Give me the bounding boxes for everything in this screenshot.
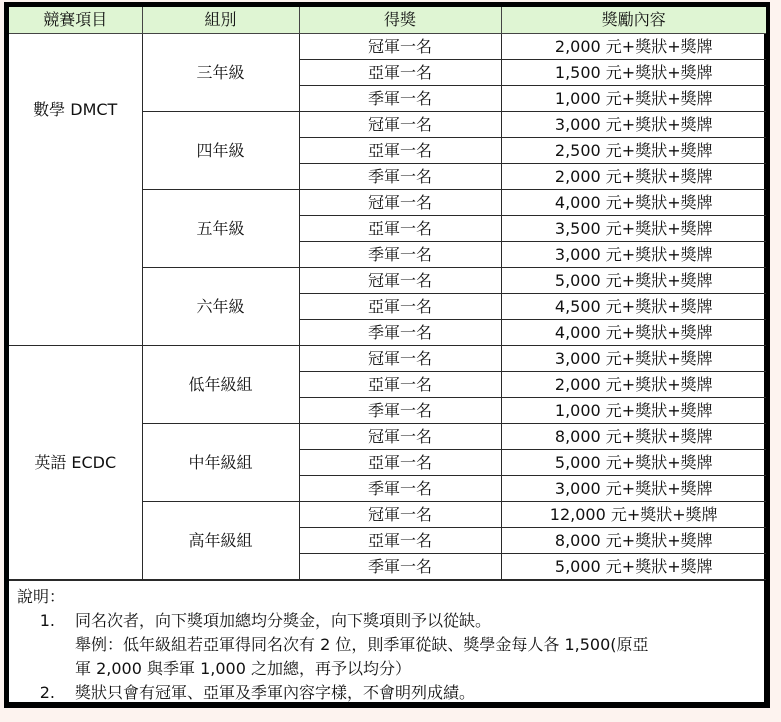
- note-line: 軍 2,000 與季軍 1,000 之加總，再予以均分）: [75, 659, 411, 678]
- award-place-cell: 亞軍一名: [299, 450, 501, 476]
- notes-section: [9, 580, 764, 705]
- reward-cell: 1,000 元+獎狀+獎牌: [501, 398, 766, 424]
- award-place-cell: 冠軍一名: [299, 112, 501, 138]
- subject-cell: [9, 346, 142, 580]
- group-cell: 四年級: [142, 112, 299, 190]
- subject-name: 英語 ECDC: [34, 453, 117, 472]
- award-place-cell: 冠軍一名: [299, 424, 501, 450]
- reward-cell: 1,500 元+獎狀+獎牌: [501, 60, 766, 86]
- notes-title: 說明：: [17, 587, 66, 606]
- award-place-cell: 冠軍一名: [299, 268, 501, 294]
- subject-cell: [9, 34, 142, 346]
- award-table: [9, 7, 766, 580]
- reward-cell: 2,000 元+獎狀+獎牌: [501, 372, 766, 398]
- reward-cell: 2,500 元+獎狀+獎牌: [501, 138, 766, 164]
- header-reward: 獎勵內容: [501, 7, 766, 34]
- reward-cell: 1,000 元+獎狀+獎牌: [501, 86, 766, 112]
- reward-cell: 12,000 元+獎狀+獎牌: [501, 502, 766, 528]
- note-item-2: [17, 681, 764, 705]
- group-cell: 三年級: [142, 34, 299, 112]
- award-place-cell: 亞軍一名: [299, 60, 501, 86]
- reward-cell: 3,000 元+獎狀+獎牌: [501, 112, 766, 138]
- award-place-cell: 亞軍一名: [299, 294, 501, 320]
- award-table-body: [9, 34, 766, 580]
- reward-cell: 5,000 元+獎狀+獎牌: [501, 450, 766, 476]
- award-place-cell: 季軍一名: [299, 86, 501, 112]
- reward-cell: 4,000 元+獎狀+獎牌: [501, 190, 766, 216]
- reward-cell: 3,500 元+獎狀+獎牌: [501, 216, 766, 242]
- reward-cell: 3,000 元+獎狀+獎牌: [501, 476, 766, 502]
- award-place-cell: 亞軍一名: [299, 528, 501, 554]
- group-cell: 六年級: [142, 268, 299, 346]
- table-row: [9, 34, 766, 60]
- group-cell: 中年級組: [142, 424, 299, 502]
- note-number: 2.: [39, 683, 55, 702]
- note-line: 獎狀只會有冠軍、亞軍及季軍內容字樣，不會明列成績。: [75, 683, 476, 702]
- note-body: [75, 609, 764, 681]
- award-place-cell: 冠軍一名: [299, 190, 501, 216]
- group-cell: 低年級組: [142, 346, 299, 424]
- reward-cell: 8,000 元+獎狀+獎牌: [501, 424, 766, 450]
- group-cell: 五年級: [142, 190, 299, 268]
- award-place-cell: 亞軍一名: [299, 216, 501, 242]
- award-place-cell: 季軍一名: [299, 242, 501, 268]
- award-place-cell: 季軍一名: [299, 476, 501, 502]
- award-table-frame: [4, 2, 770, 708]
- note-line: 同名次者，向下獎項加總均分獎金，向下獎項則予以從缺。: [75, 611, 492, 630]
- reward-cell: 2,000 元+獎狀+獎牌: [501, 164, 766, 190]
- award-place-cell: 亞軍一名: [299, 138, 501, 164]
- note-line: 舉例：低年級組若亞軍得同名次有 2 位，則季軍從缺、獎學金每人各 1,500(原亞: [75, 635, 649, 654]
- award-place-cell: 亞軍一名: [299, 372, 501, 398]
- award-place-cell: 冠軍一名: [299, 34, 501, 60]
- award-place-cell: 季軍一名: [299, 398, 501, 424]
- award-place-cell: 季軍一名: [299, 164, 501, 190]
- reward-cell: 4,500 元+獎狀+獎牌: [501, 294, 766, 320]
- note-body: [75, 681, 764, 705]
- award-place-cell: 冠軍一名: [299, 502, 501, 528]
- header-award: 得獎: [299, 7, 501, 34]
- reward-cell: 5,000 元+獎狀+獎牌: [501, 554, 766, 580]
- subject-name: 數學 DMCT: [33, 100, 118, 119]
- award-place-cell: 季軍一名: [299, 320, 501, 346]
- award-place-cell: 季軍一名: [299, 554, 501, 580]
- reward-cell: 3,000 元+獎狀+獎牌: [501, 346, 766, 372]
- table-row: [9, 346, 766, 372]
- reward-cell: 3,000 元+獎狀+獎牌: [501, 242, 766, 268]
- reward-cell: 5,000 元+獎狀+獎牌: [501, 268, 766, 294]
- reward-cell: 2,000 元+獎狀+獎牌: [501, 34, 766, 60]
- header-subject: 競賽項目: [9, 7, 142, 34]
- header-group: 組別: [142, 7, 299, 34]
- reward-cell: 8,000 元+獎狀+獎牌: [501, 528, 766, 554]
- note-item-1: [17, 609, 764, 681]
- header-row: [9, 7, 766, 34]
- note-number: 1.: [39, 611, 55, 630]
- group-cell: 高年級組: [142, 502, 299, 580]
- reward-cell: 4,000 元+獎狀+獎牌: [501, 320, 766, 346]
- award-place-cell: 冠軍一名: [299, 346, 501, 372]
